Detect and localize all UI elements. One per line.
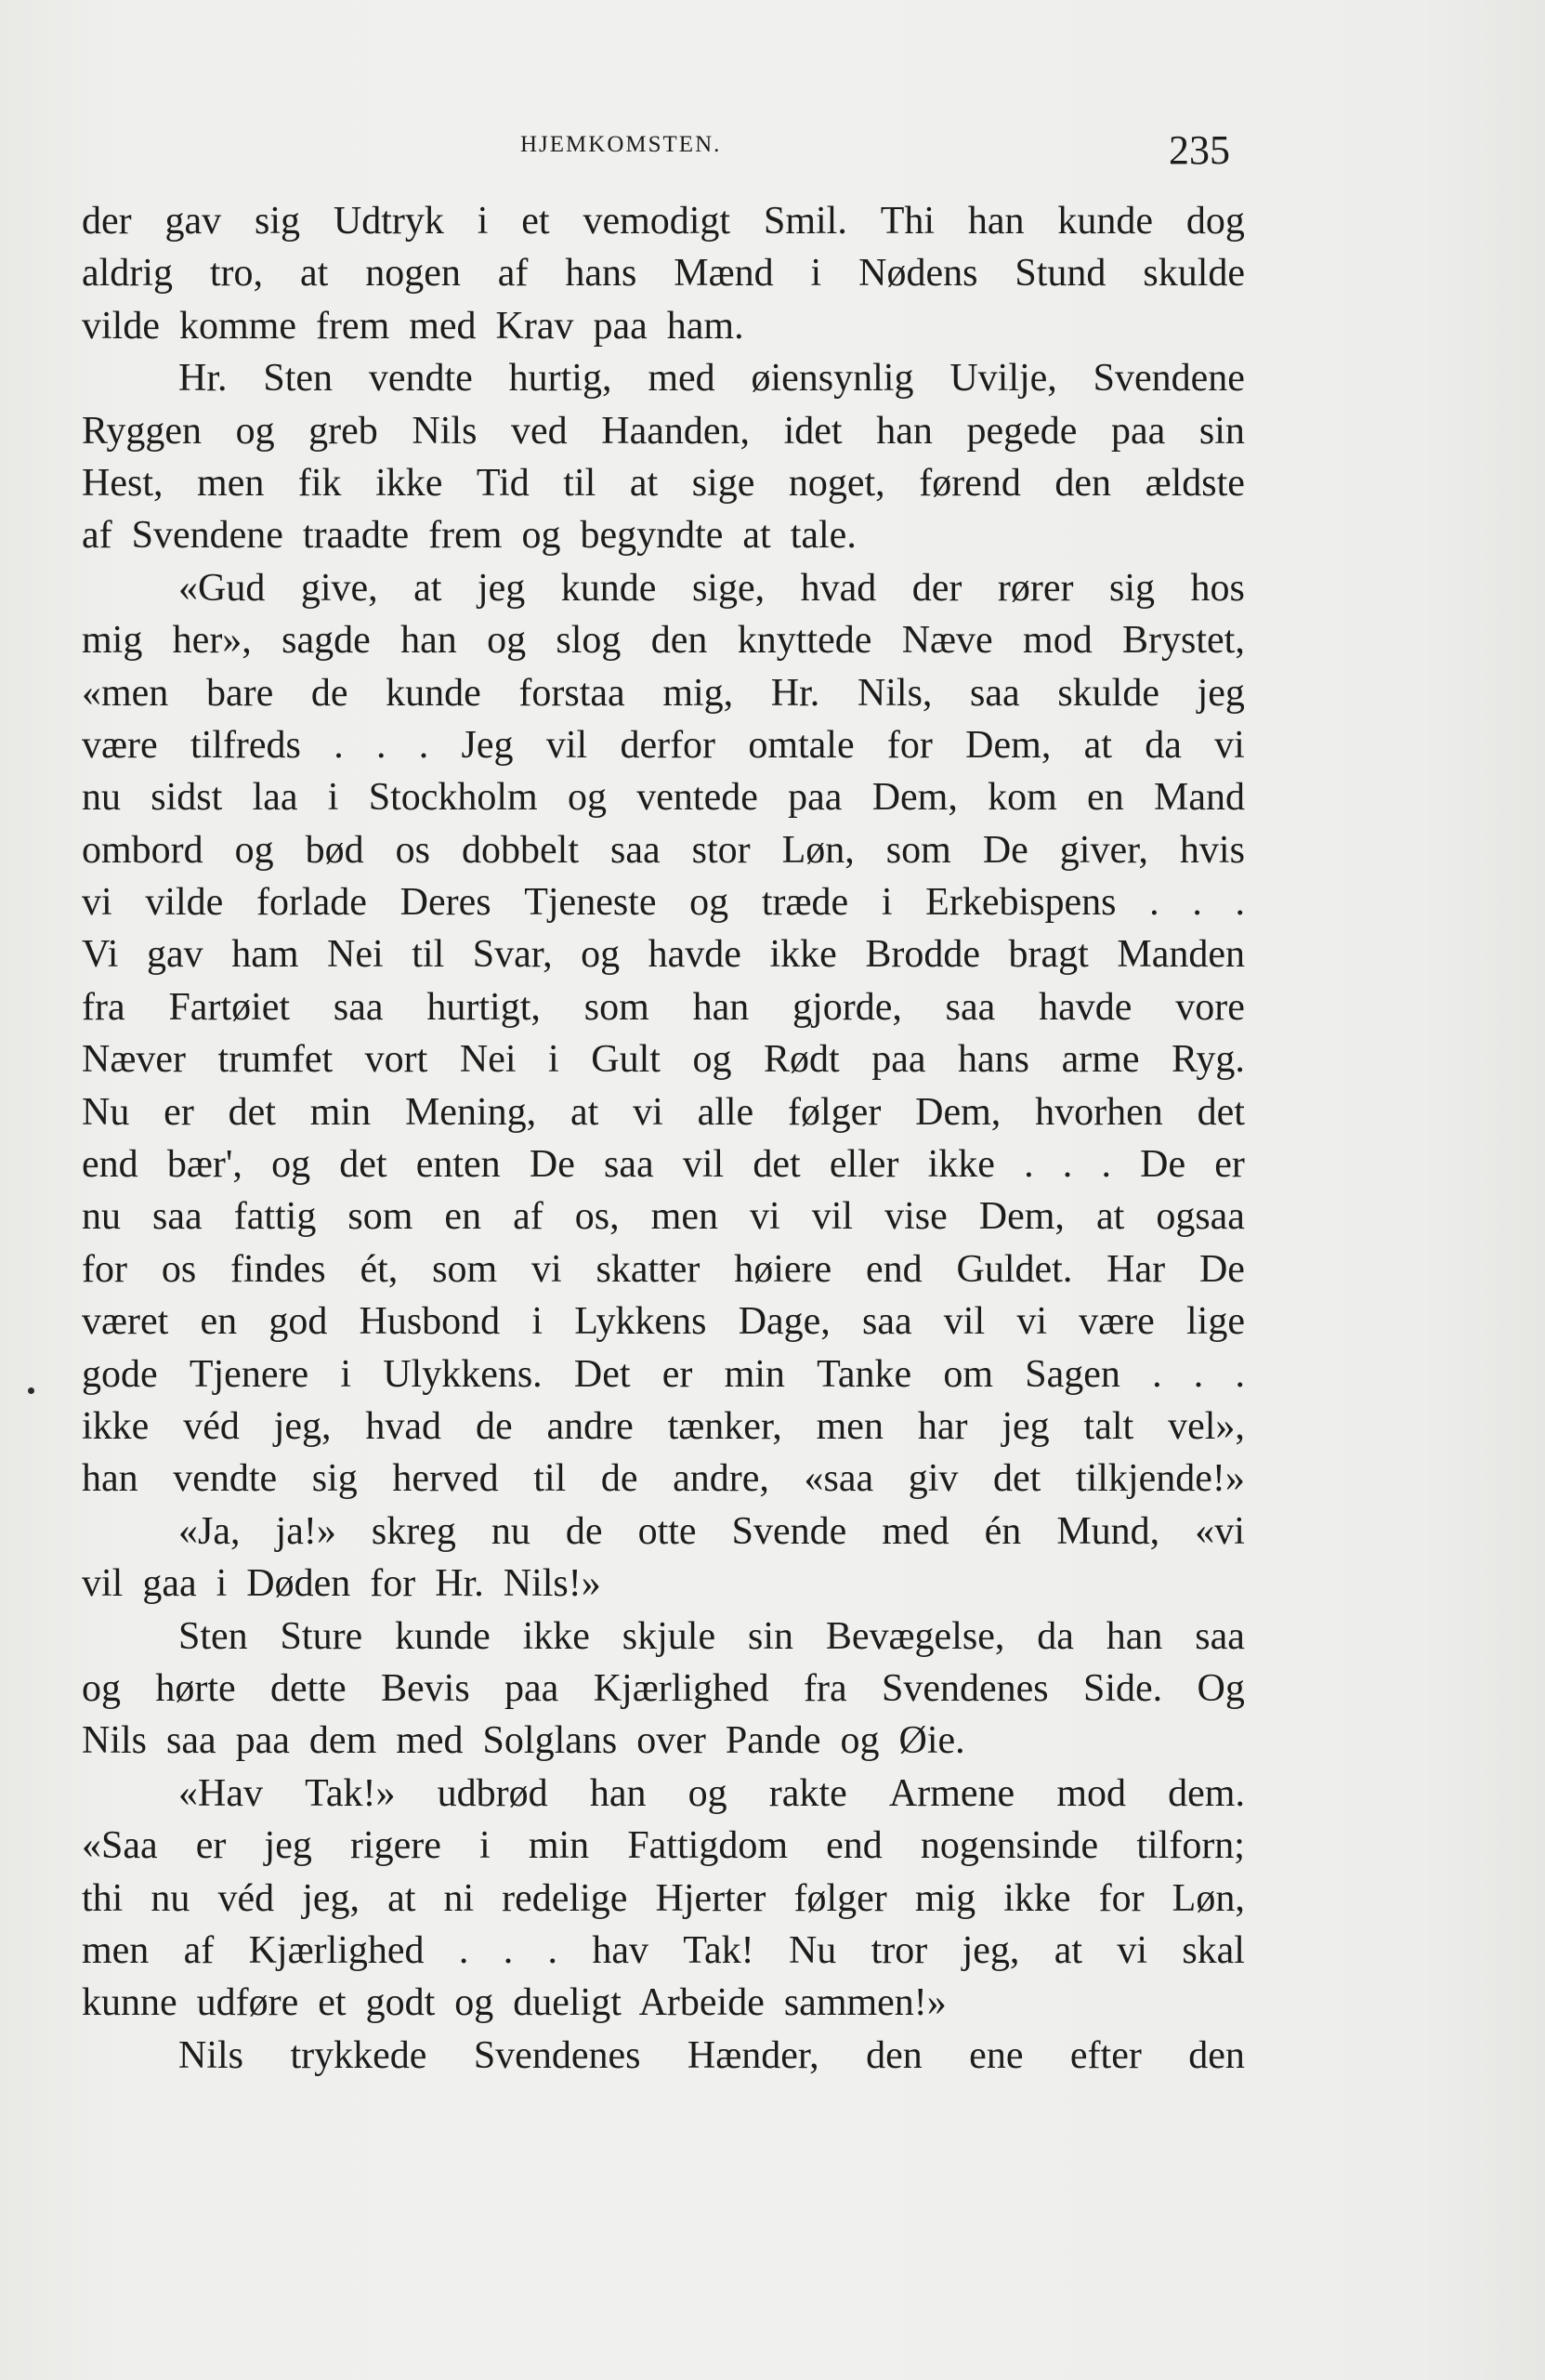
text-line: mig her», sagde han og slog den knyttede Næve mod Brystet,	[82, 619, 1245, 663]
text-line: «Gud give, at jeg kunde sige, hvad der rører sig hos	[178, 566, 1245, 610]
text-line: Hest, men fik ikke Tid til at sige noget, førend den ældste	[82, 461, 1245, 505]
text-line: end bær', og det enten De saa vil det eller ikke . . . De er	[82, 1143, 1245, 1187]
text-line: men af Kjærlighed . . . hav Tak! Nu tror jeg, at vi skal	[82, 1928, 1245, 1972]
text-line: kunne udføre et godt og dueligt Arbeide sammen!»	[82, 1981, 947, 2025]
text-line: Nils saa paa dem med Solglans over Pande og Øie.	[82, 1719, 965, 1763]
text-line: Hr. Sten vendte hurtig, med øiensynlig Uvilje, Svendene	[178, 357, 1245, 401]
text-line: Nu er det min Mening, at vi alle følger Dem, hvorhen det	[82, 1090, 1245, 1134]
text-line: ikke véd jeg, hvad de andre tænker, men har jeg talt vel»,	[82, 1404, 1245, 1448]
text-line: været en god Husbond i Lykkens Dage, saa vil vi være lige	[82, 1300, 1245, 1344]
text-line: fra Fartøiet saa hurtigt, som han gjorde, saa havde vore	[82, 985, 1245, 1029]
running-title: HJEMKOMSTEN.	[520, 132, 722, 157]
text-line: Ryggen og greb Nils ved Haanden, idet han pegede paa sin	[82, 409, 1245, 453]
body-text	[82, 195, 1245, 2082]
text-line: for os findes ét, som vi skatter høiere end Guldet. Har De	[82, 1247, 1245, 1291]
text-line: Vi gav ham Nei til Svar, og havde ikke Brodde bragt Manden	[82, 933, 1245, 977]
text-line: Næver trumfet vort Nei i Gult og Rødt paa hans arme Ryg.	[82, 1038, 1245, 1082]
text-line: «Ja, ja!» skreg nu de otte Svende med én Mund, «vi	[178, 1509, 1245, 1553]
text-line: nu saa fattig som en af os, men vi vil vise Dem, at ogsaa	[82, 1195, 1245, 1239]
text-line: «Saa er jeg rigere i min Fattigdom end nogensinde tilforn;	[82, 1824, 1245, 1868]
text-line: vi vilde forlade Deres Tjeneste og træde i Erkebispens . . .	[82, 881, 1245, 925]
text-line: gode Tjenere i Ulykkens. Det er min Tanke om Sagen . . .	[82, 1352, 1245, 1396]
text-line: være tilfreds . . . Jeg vil derfor omtale for Dem, at da vi	[82, 723, 1245, 767]
text-line: af Svendene traadte frem og begyndte at tale.	[82, 514, 857, 558]
text-line: «Hav Tak!» udbrød han og rakte Armene mod dem.	[178, 1771, 1245, 1815]
text-line: vil gaa i Døden for Hr. Nils!»	[82, 1562, 601, 1606]
text-line: vilde komme frem med Krav paa ham.	[82, 304, 744, 348]
text-line: der gav sig Udtryk i et vemodigt Smil. Thi han kunde dog	[82, 200, 1245, 243]
text-line: ombord og bød os dobbelt saa stor Løn, som De giver, hvis	[82, 828, 1245, 872]
text-line: aldrig tro, at nogen af hans Mænd i Nødens Stund skulde	[82, 252, 1245, 296]
text-line: nu sidst laa i Stockholm og ventede paa Dem, kom en Mand	[82, 776, 1245, 820]
text-line: og hørte dette Bevis paa Kjærlighed fra Svendenes Side. Og	[82, 1666, 1245, 1710]
page-number: 235	[1169, 127, 1230, 173]
text-line: thi nu véd jeg, at ni redelige Hjerter følger mig ikke for Løn,	[82, 1876, 1245, 1920]
margin-mark	[28, 1387, 34, 1394]
text-line: «men bare de kunde forstaa mig, Hr. Nils, saa skulde jeg	[82, 671, 1245, 715]
text-line: han vendte sig herved til de andre, «saa giv det tilkjende!»	[82, 1457, 1245, 1501]
text-line: Nils trykkede Svendenes Hænder, den ene efter den	[178, 2033, 1245, 2077]
text-line: Sten Sture kunde ikke skjule sin Bevægelse, da han saa	[178, 1614, 1245, 1658]
